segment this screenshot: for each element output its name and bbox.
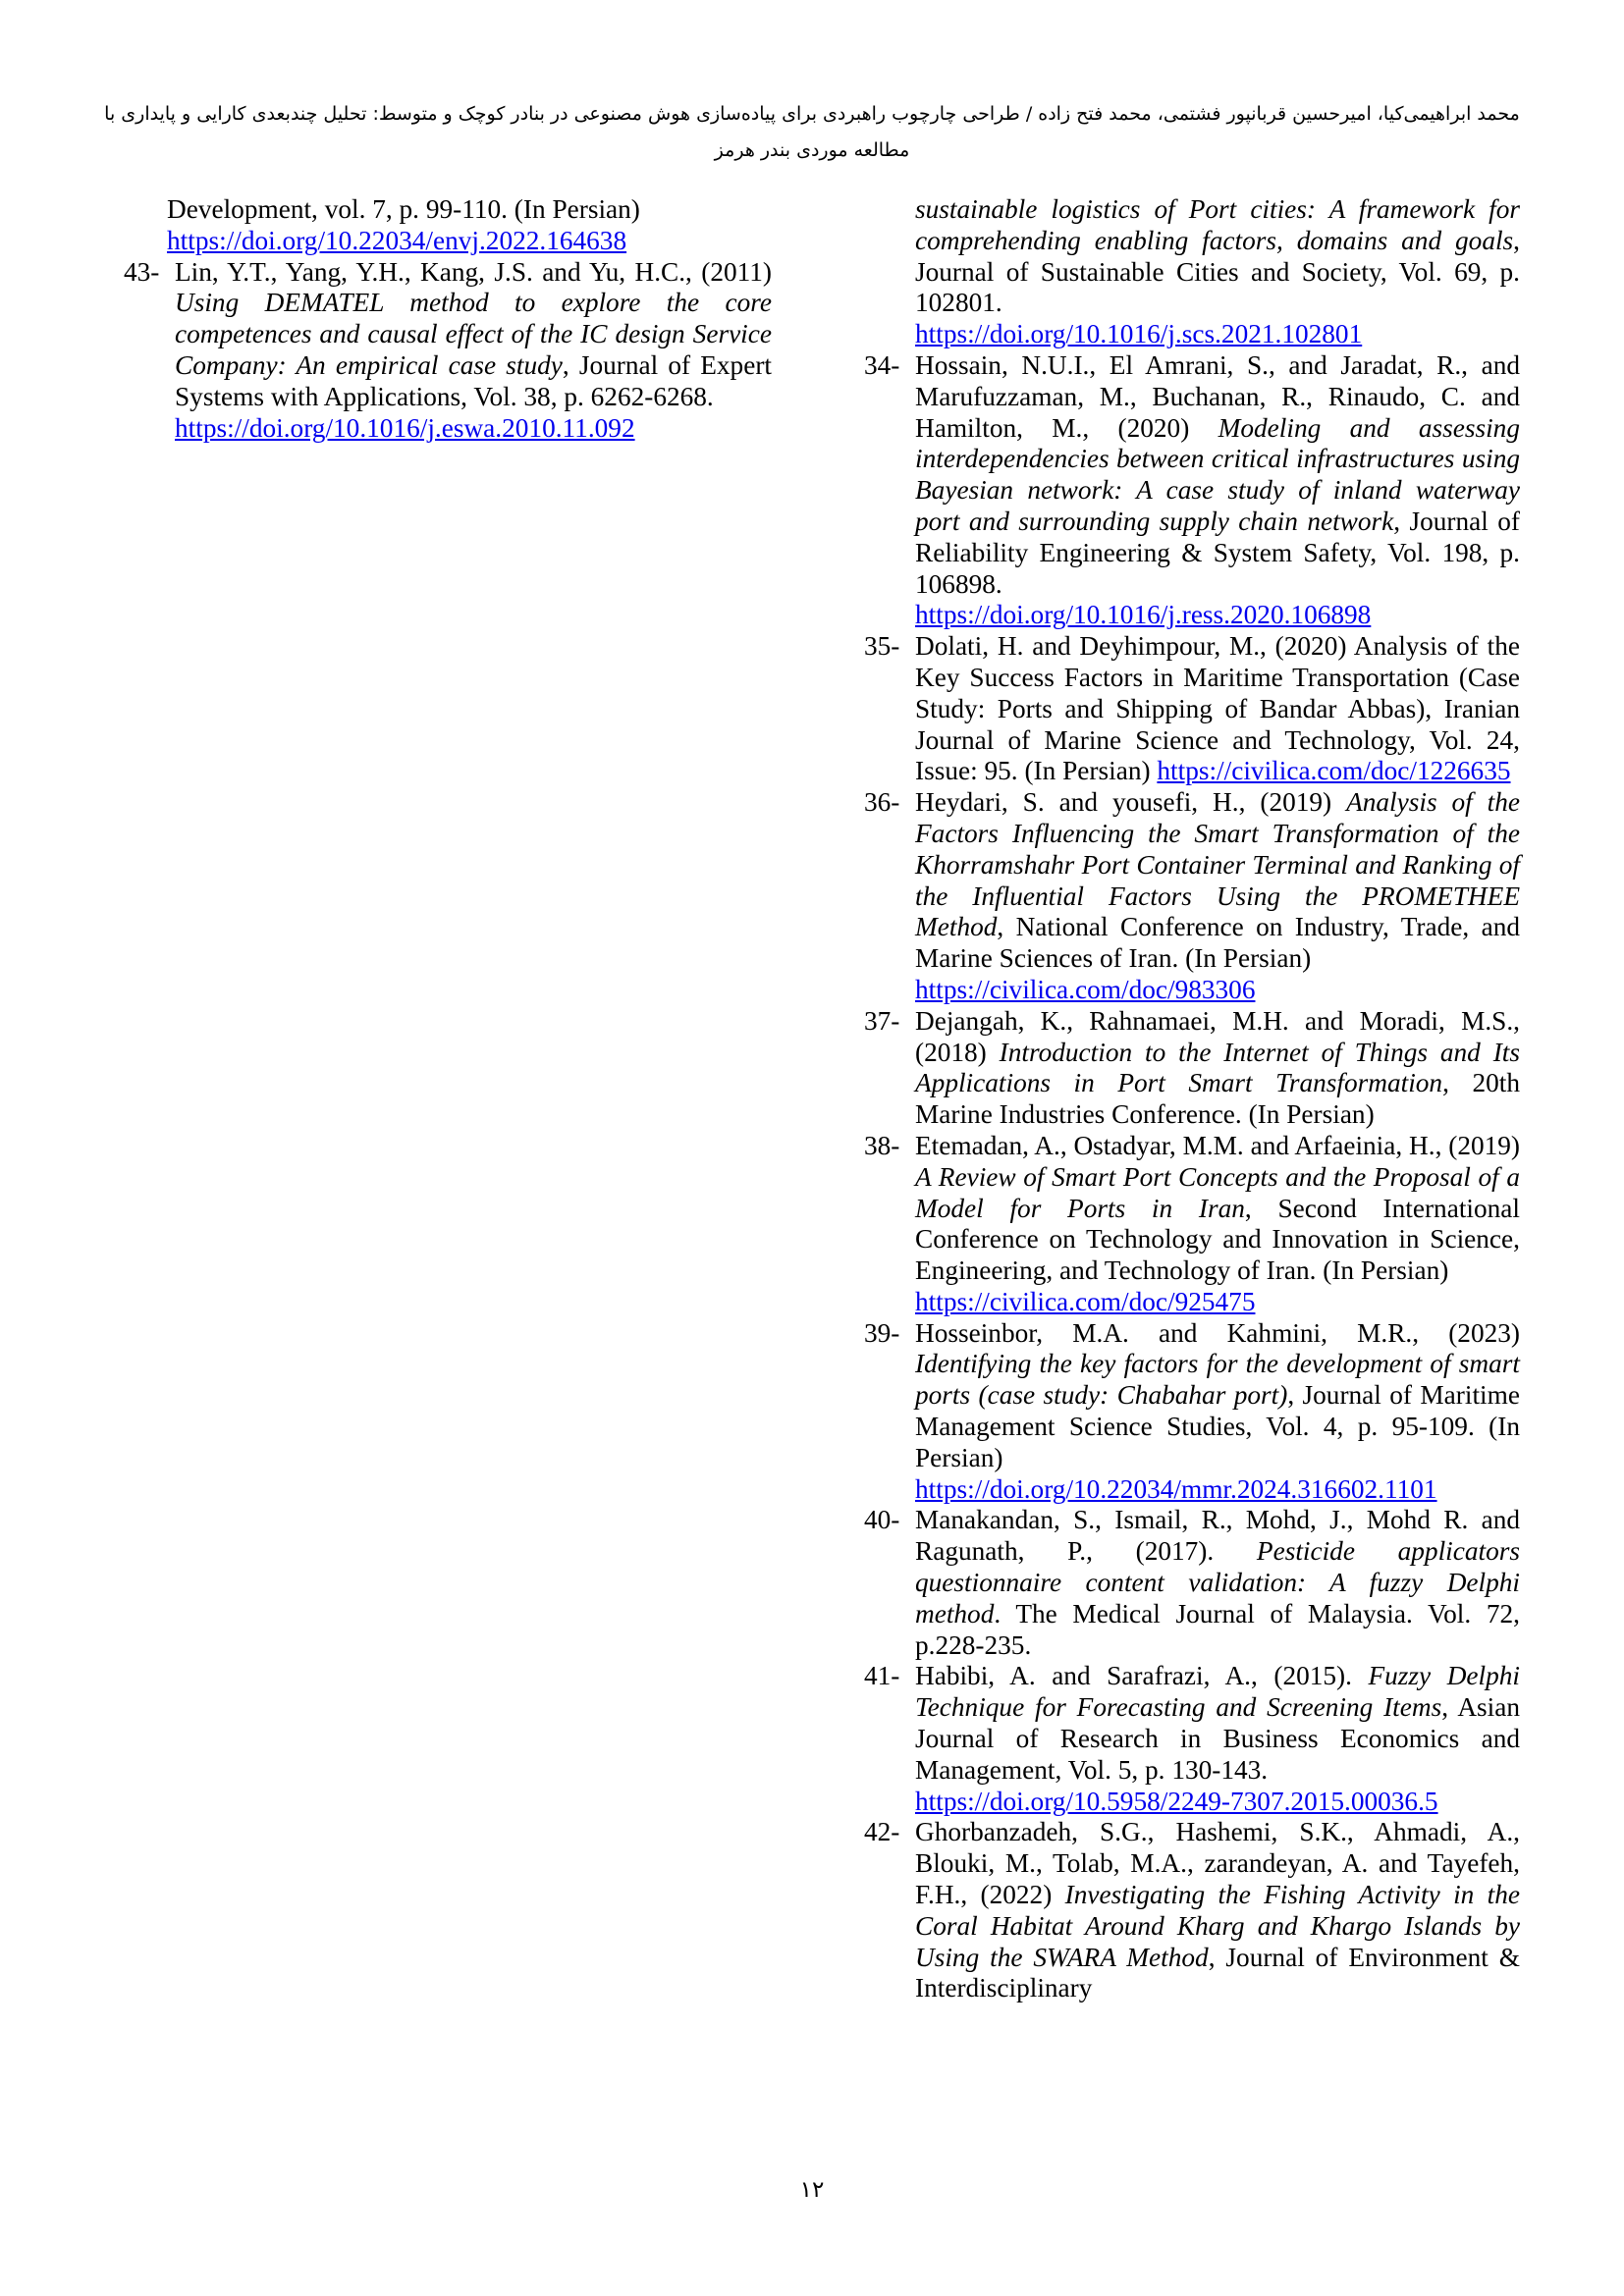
- reference-title: Analysis of the Factors Influencing the Smart Transformation of the Khorramshahr Port Container Terminal and Ranking of the Influential Factors Using the PROMETHEE Method: [915, 787, 1521, 942]
- reference-number: 37-: [864, 1005, 900, 1036]
- reference-number: 42-: [864, 1817, 900, 1847]
- right-column: [864, 194, 1520, 2004]
- reference-number: 36-: [864, 787, 900, 818]
- reference-source: , Journal of Reliability Engineering & System Safety, Vol. 198, p. 106898.: [915, 506, 1520, 599]
- reference-link[interactable]: https://civilica.com/doc/1226635: [1157, 756, 1511, 786]
- reference-number: 40-: [864, 1505, 900, 1535]
- reference-title: Modeling and assessing interdependencies between critical infrastructures using Bayesian network: A case study of inland waterway port and surrounding supply chain network: [915, 412, 1520, 536]
- reference-source: , National Conference on Industry, Trade, and Marine Sciences of Iran. (In Persian): [915, 912, 1520, 974]
- reference-link[interactable]: https://doi.org/10.1016/j.eswa.2010.11.092: [175, 412, 635, 443]
- reference-link[interactable]: https://doi.org/10.5958/2249-7307.2015.00036.5: [915, 1786, 1438, 1816]
- reference-source: , Journal of Sustainable Cities and Society, Vol. 69, p. 102801.: [915, 225, 1520, 318]
- reference-link[interactable]: https://doi.org/10.1016/j.scs.2021.102801: [915, 319, 1363, 349]
- reference-link[interactable]: https://civilica.com/doc/925475: [915, 1286, 1256, 1316]
- reference-source: , Journal of Expert Systems with Applications, Vol. 38, p. 6262-6268.: [175, 349, 772, 411]
- reference-text: Development, vol. 7, p. 99-110. (In Persian): [167, 194, 640, 224]
- reference-authors: Habibi, A. and Sarafrazi, A., (2015).: [915, 1661, 1369, 1691]
- reference-number: 43-: [124, 256, 160, 287]
- running-header-line-1: محمد ابراهیمی‌کیا، امیرحسین قربانپور فشتمی، محمد فتح زاده / طراحی چارچوب راهبردی برای پیاده‌سازی هوش مصنوعی در بنادر کوچک و متوسط: تحلیل چندبعدی کارایی و پایداری با: [104, 103, 1520, 125]
- reference-39: [864, 1318, 1520, 1506]
- reference-title: Introduction to the Internet of Things and Its Applications in Port Smart Transformation: [915, 1037, 1520, 1098]
- reference-source: , 20th Marine Industries Conference. (In Persian): [915, 1068, 1520, 1130]
- reference-title: A Review of Smart Port Concepts and the Proposal of a Model for Ports in Iran: [915, 1161, 1520, 1223]
- reference-title: Identifying the key factors for the development of smart ports (case study: Chabahar port): [915, 1349, 1520, 1411]
- reference-authors: Heydari, S. and yousefi, H., (2019): [915, 787, 1347, 818]
- reference-number: 41-: [864, 1661, 900, 1691]
- reference-38: [864, 1131, 1520, 1318]
- running-header-line-2: مطالعه موردی بندر هرمز: [714, 139, 910, 161]
- reference-continuation: [864, 194, 1520, 350]
- reference-42: [864, 1817, 1520, 2004]
- reference-35: [864, 631, 1520, 787]
- page-number: ۱۲: [799, 2177, 825, 2203]
- reference-36: [864, 787, 1520, 1006]
- reference-number: 38-: [864, 1130, 900, 1160]
- reference-authors: Hossain, N.U.I., El Amrani, S., and Jaradat, R., and Marufuzzaman, M., Buchanan, R., Rinaudo, C. and Hamilton, M., (2020): [915, 349, 1520, 443]
- reference-number: 35-: [864, 631, 900, 662]
- reference-title: Investigating the Fishing Activity in the Coral Habitat Around Kharg and Khargo Islands by Using the SWARA Method: [915, 1880, 1520, 1972]
- reference-37: [864, 1006, 1520, 1131]
- reference-source: , Journal of Environment & Interdisciplinary: [915, 1942, 1520, 2003]
- reference-43: [124, 257, 772, 445]
- reference-title: Pesticide applicators questionnaire content validation: A fuzzy Delphi method: [915, 1536, 1520, 1629]
- reference-title: sustainable logistics of Port cities: A framework for comprehending enabling factors, domains and goals: [915, 194, 1520, 255]
- reference-number: 39-: [864, 1317, 900, 1348]
- reference-text: Dolati, H. and Deyhimpour, M., (2020) Analysis of the Key Success Factors in Maritime Transportation (Case Study: Ports and Shipping of Bandar Abbas), Iranian Journal of Marine Science and Technology, Vol. 24, Issue: 95. (In Persian): [915, 631, 1520, 786]
- reference-number: 34-: [864, 349, 900, 380]
- reference-source: , Second International Conference on Technology and Innovation in Science, Engineering, and Technology of Iran. (In Persian): [915, 1193, 1520, 1286]
- reference-title: Using DEMATEL method to explore the core competences and causal effect of the IC design Service Company: An empirical case study: [175, 288, 772, 380]
- reference-title: Fuzzy Delphi Technique for Forecasting and Screening Items: [915, 1661, 1520, 1723]
- reference-link[interactable]: https://doi.org/10.1016/j.ress.2020.106898: [915, 600, 1372, 630]
- running-header: [98, 96, 1526, 169]
- reference-authors: Hosseinbor, M.A. and Kahmini, M.R., (2023): [915, 1317, 1520, 1348]
- reference-authors: Ghorbanzadeh, S.G., Hashemi, S.K., Ahmadi, A., Blouki, M., Tolab, M.A., zarandeyan, A. and Tayefeh, F.H., (2022): [915, 1817, 1520, 1910]
- reference-authors: Etemadan, A., Ostadyar, M.M. and Arfaeinia, H., (2019): [915, 1130, 1520, 1160]
- reference-40: [864, 1505, 1520, 1661]
- left-column: [124, 194, 772, 444]
- reference-source: . The Medical Journal of Malaysia. Vol. 72, p.228-235.: [915, 1598, 1520, 1660]
- reference-authors: Dejangah, K., Rahnamaei, M.H. and Moradi, M.S., (2018): [915, 1005, 1520, 1067]
- reference-34: [864, 350, 1520, 631]
- reference-link[interactable]: https://doi.org/10.22034/mmr.2024.316602.1101: [915, 1473, 1437, 1504]
- reference-continuation: [124, 194, 772, 257]
- reference-41: [864, 1661, 1520, 1817]
- reference-authors: Lin, Y.T., Yang, Y.H., Kang, J.S. and Yu, H.C., (2011): [175, 256, 772, 287]
- reference-source: , Asian Journal of Research in Business Economics and Management, Vol. 5, p. 130-143.: [915, 1692, 1521, 1785]
- reference-authors: Manakandan, S., Ismail, R., Mohd, J., Mohd R. and Ragunath, P., (2017).: [915, 1505, 1520, 1567]
- reference-link[interactable]: https://civilica.com/doc/983306: [915, 974, 1256, 1004]
- reference-link[interactable]: https://doi.org/10.22034/envj.2022.164638: [167, 225, 627, 255]
- reference-source: , Journal of Maritime Management Science Studies, Vol. 4, p. 95-109. (In Persian): [915, 1380, 1520, 1472]
